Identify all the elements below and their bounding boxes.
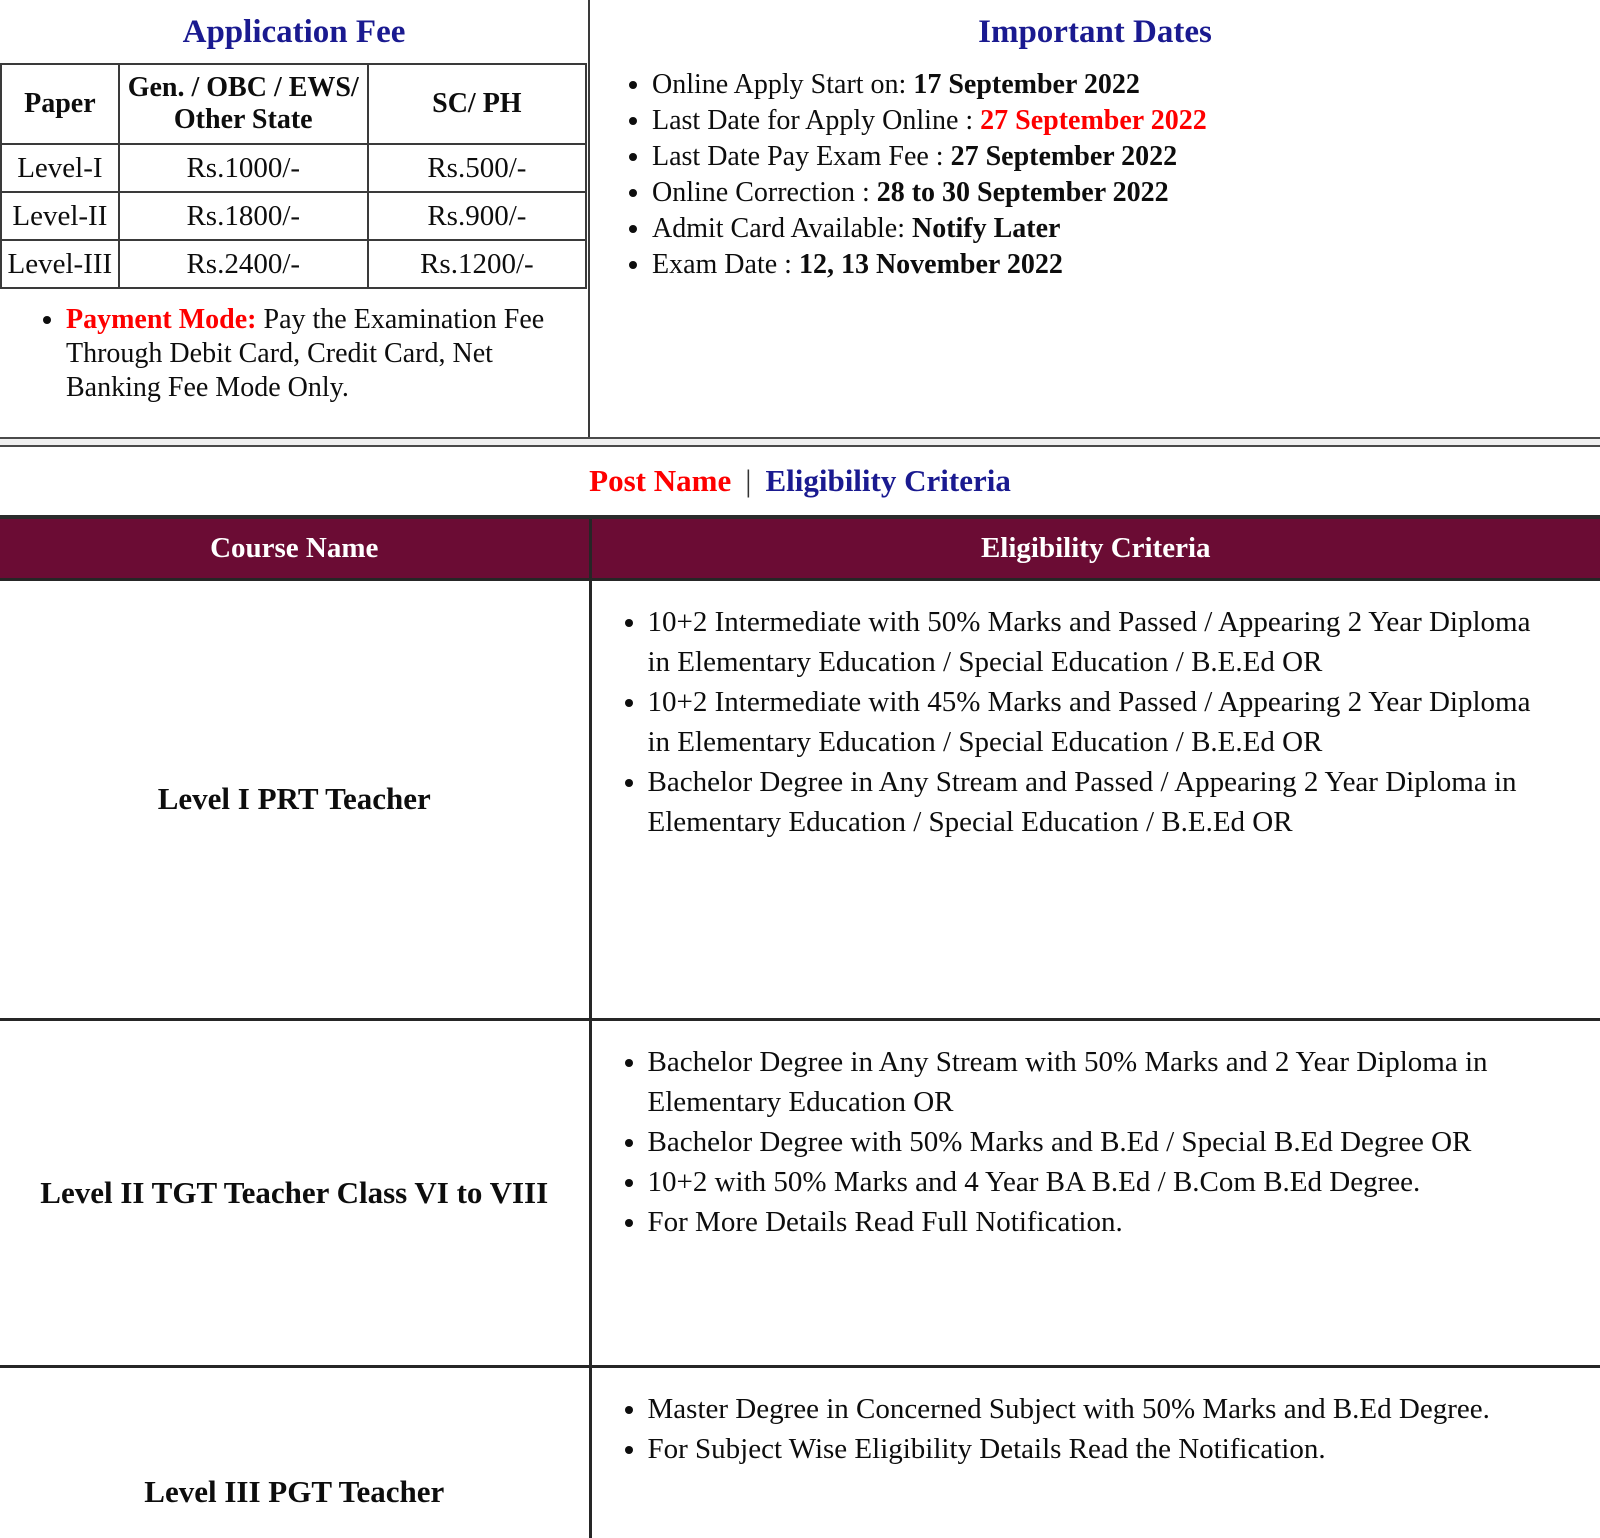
fee-paper: Level-III bbox=[1, 240, 119, 288]
date-value: 27 September 2022 bbox=[950, 141, 1178, 172]
criteria-cell bbox=[590, 579, 1600, 1019]
date-value: Notify Later bbox=[911, 213, 1061, 244]
heading-eligibility: Eligibility Criteria bbox=[765, 463, 1011, 498]
table-row-level3-pgt bbox=[0, 1366, 1600, 1538]
criteria-item: • 10+2 Intermediate with 50% Marks and Passed / Appearing 2 Year Diploma in Elementary Education / Special Education / B.E.Ed OR bbox=[648, 602, 1551, 682]
date-label: Last Date for Apply Online : bbox=[652, 105, 981, 136]
important-dates-list bbox=[590, 67, 1600, 283]
application-fee-table bbox=[0, 63, 587, 289]
course-name-cell: Level II TGT Teacher Class VI to VIII bbox=[0, 1019, 590, 1366]
fee-row-level1 bbox=[1, 144, 586, 192]
table-row-level1-prt bbox=[0, 579, 1600, 1019]
date-item-admit-card bbox=[652, 211, 1600, 247]
date-item-last-fee bbox=[652, 139, 1600, 175]
criteria-cell bbox=[590, 1366, 1600, 1538]
fee-header-scph: SC/ PH bbox=[368, 64, 586, 144]
fee-row-level3 bbox=[1, 240, 586, 288]
date-item-exam-date bbox=[652, 247, 1600, 283]
criteria-item: • Bachelor Degree with 50% Marks and B.Ed / Special B.Ed Degree OR bbox=[648, 1122, 1551, 1162]
fee-scph: Rs.500/- bbox=[368, 144, 586, 192]
date-label: Admit Card Available: bbox=[652, 213, 912, 244]
date-item-correction bbox=[652, 175, 1600, 211]
date-value-highlighted: 27 September 2022 bbox=[980, 105, 1207, 136]
heading-post-name: Post Name bbox=[589, 463, 732, 498]
fee-general: Rs.1800/- bbox=[119, 192, 368, 240]
course-name-header: Course Name bbox=[0, 517, 590, 579]
important-dates-section bbox=[590, 0, 1600, 437]
date-value: 17 September 2022 bbox=[913, 69, 1140, 100]
date-item-apply-start bbox=[652, 67, 1600, 103]
criteria-item: • For More Details Read Full Notification. bbox=[648, 1202, 1551, 1242]
date-item-last-apply bbox=[652, 103, 1600, 139]
course-name-cell: Level I PRT Teacher bbox=[0, 579, 590, 1019]
fee-paper: Level-I bbox=[1, 144, 119, 192]
criteria-item: • 10+2 Intermediate with 45% Marks and Passed / Appearing 2 Year Diploma in Elementary Education / Special Education / B.E.Ed OR bbox=[648, 682, 1551, 762]
criteria-item: • Bachelor Degree in Any Stream with 50% Marks and 2 Year Diploma in Elementary Education OR bbox=[648, 1042, 1551, 1122]
criteria-item: • 10+2 with 50% Marks and 4 Year BA B.Ed / B.Com B.Ed Degree. bbox=[648, 1162, 1551, 1202]
fee-general: Rs.1000/- bbox=[119, 144, 368, 192]
fee-row-level2 bbox=[1, 192, 586, 240]
fee-scph: Rs.900/- bbox=[368, 192, 586, 240]
eligibility-table bbox=[0, 515, 1600, 1538]
criteria-cell bbox=[590, 1019, 1600, 1366]
fee-header-paper: Paper bbox=[1, 64, 119, 144]
table-row-level2-tgt bbox=[0, 1019, 1600, 1366]
important-dates-title: Important Dates bbox=[978, 14, 1212, 50]
payment-mode-text: Pay the Examination Fee Through Debit Card, Credit Card, Net Banking Fee Mode Only. bbox=[66, 304, 545, 403]
criteria-list bbox=[592, 1368, 1600, 1489]
payment-mode-note bbox=[0, 303, 588, 405]
application-fee-title: Application Fee bbox=[182, 14, 406, 50]
criteria-item: • Master Degree in Concerned Subject with 50% Marks and B.Ed Degree. bbox=[648, 1389, 1551, 1429]
fee-paper: Level-II bbox=[1, 192, 119, 240]
post-eligibility-heading bbox=[0, 447, 1600, 515]
heading-separator: | bbox=[745, 463, 752, 498]
date-label: Last Date Pay Exam Fee : bbox=[652, 141, 951, 172]
date-value: 12, 13 November 2022 bbox=[798, 249, 1063, 280]
date-value: 28 to 30 September 2022 bbox=[876, 177, 1169, 208]
application-fee-section bbox=[0, 0, 590, 437]
criteria-list bbox=[592, 1021, 1600, 1262]
eligibility-header-row bbox=[0, 517, 1600, 579]
criteria-item: • Bachelor Degree in Any Stream and Passed / Appearing 2 Year Diploma in Elementary Education / Special Education / B.E.Ed OR bbox=[648, 762, 1551, 842]
payment-mode-item bbox=[66, 303, 568, 405]
section-divider bbox=[0, 437, 1600, 447]
fee-header-row bbox=[1, 64, 586, 144]
fee-scph: Rs.1200/- bbox=[368, 240, 586, 288]
date-label: Online Correction : bbox=[652, 177, 877, 208]
course-name-cell: Level III PGT Teacher bbox=[0, 1366, 590, 1538]
date-label: Exam Date : bbox=[652, 249, 799, 280]
fee-header-general: Gen. / OBC / EWS/ Other State bbox=[119, 64, 368, 144]
date-label: Online Apply Start on: bbox=[652, 69, 914, 100]
criteria-item: • For Subject Wise Eligibility Details Read the Notification. bbox=[648, 1429, 1551, 1469]
fee-general: Rs.2400/- bbox=[119, 240, 368, 288]
criteria-list bbox=[592, 581, 1600, 862]
eligibility-criteria-header: Eligibility Criteria bbox=[590, 517, 1600, 579]
top-section bbox=[0, 0, 1600, 437]
payment-mode-label: Payment Mode: bbox=[66, 304, 257, 335]
